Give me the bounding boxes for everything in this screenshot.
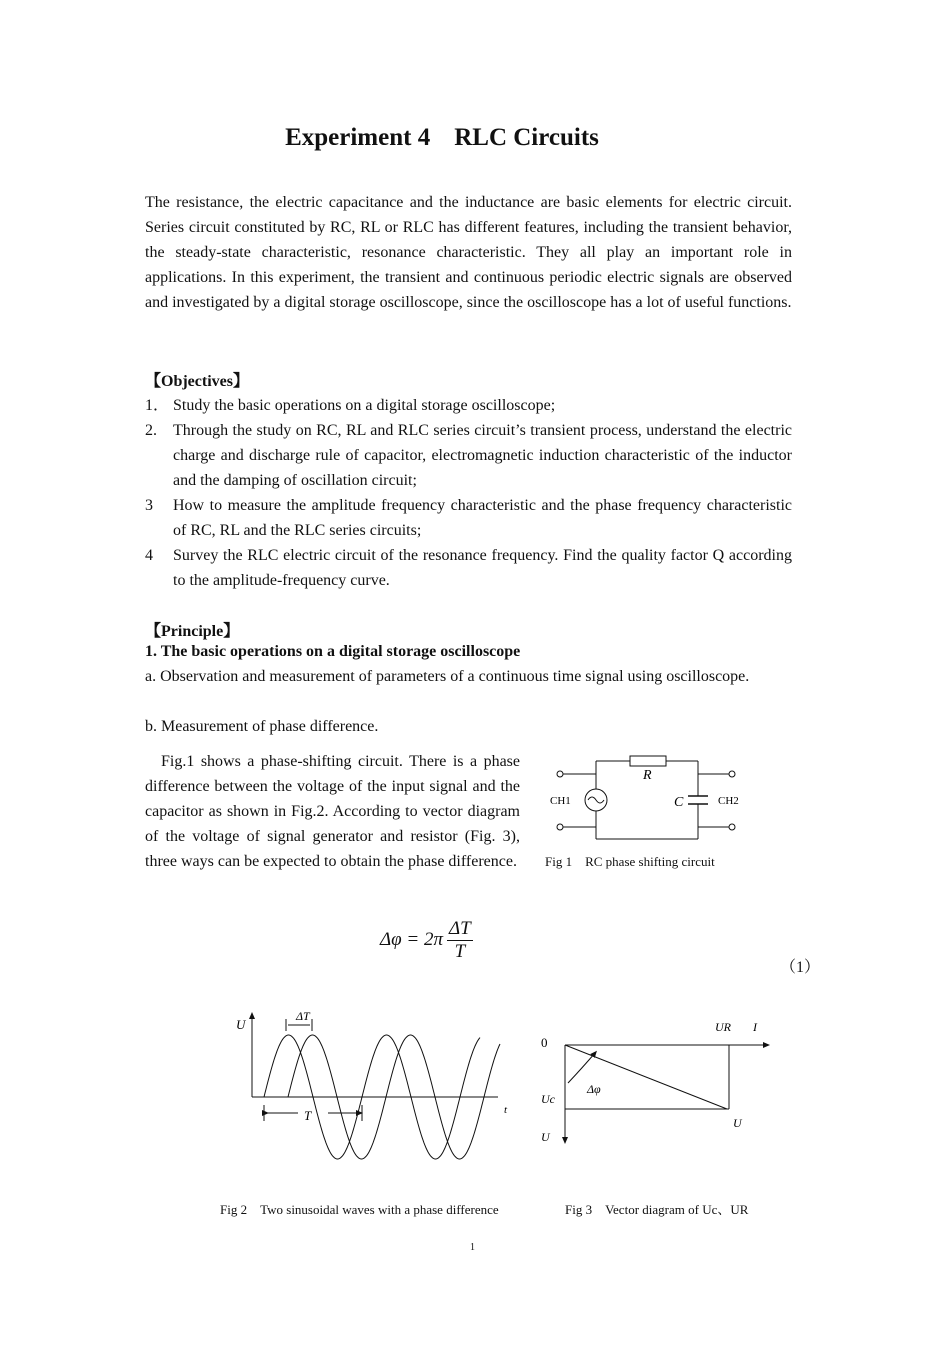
fig1-caption: Fig 1 RC phase shifting circuit — [545, 854, 715, 869]
phase-equation — [380, 918, 473, 963]
title-part2: RLC Circuits — [454, 124, 599, 151]
u-axis-label: U — [541, 1130, 550, 1144]
capacitor-label: C — [674, 795, 684, 810]
equation-lhs: Δφ = 2π — [380, 928, 444, 950]
u-vector — [565, 1045, 727, 1109]
objective-item-2 — [145, 418, 792, 493]
intro-paragraph: The resistance, the electric capacitance and the inductance are basic elements for electric circuit. Series circuit constituted by RC, RL or RLC has different features, including the transient behavior, the steady-state characteristic, resonance characteristic. They all play an important role in applications. In this experiment, the transient and continuous periodic electric signals are observed and investigated by a digital storage oscilloscope, since the oscilloscope has a lot of useful functions. — [145, 194, 792, 311]
page-title — [0, 124, 884, 152]
fig3-caption: Fig 3 Vector diagram of Uc、UR — [565, 1202, 749, 1217]
phase-angle-arc — [568, 1053, 595, 1083]
phase-angle-label: Δφ — [587, 1082, 601, 1096]
objective-number: 1． — [145, 397, 170, 414]
objective-text: Survey the RLC electric circuit of the resonance frequency. Find the quality factor Q according to the amplitude-frequency curve. — [173, 547, 792, 589]
objective-number: 2. — [145, 422, 157, 439]
i-label: I — [753, 1020, 757, 1034]
uc-label: Uc — [541, 1092, 555, 1106]
u-vector-label: U — [733, 1116, 742, 1130]
ur-label: UR — [715, 1020, 731, 1034]
equation-numerator: ΔT — [449, 918, 471, 939]
resistor-symbol — [630, 756, 666, 766]
t-axis-label: t — [504, 1104, 508, 1116]
fig1-description — [145, 749, 520, 874]
terminal — [557, 771, 563, 777]
u-axis-label: U — [236, 1017, 246, 1032]
objective-text: Through the study on RC, RL and RLC series circuit’s transient process, understand the electric charge and discharge rule of capacitor, electromagnetic induction characteristic of the inductor and the damping of oscillation circuit; — [173, 422, 792, 489]
resistor-label: R — [643, 768, 652, 783]
terminal — [729, 824, 735, 830]
title-part1: Experiment 4 — [285, 124, 431, 151]
objective-item-3 — [145, 493, 792, 543]
objective-text: Study the basic operations on a digital storage oscilloscope; — [173, 397, 556, 414]
delta-t-label: ΔT — [296, 1009, 310, 1023]
objective-number: 3 — [145, 497, 153, 514]
fig2-caption: Fig 2 Two sinusoidal waves with a phase difference — [220, 1202, 499, 1217]
objective-text: How to measure the amplitude frequency characteristic and the phase frequency characteristic of RC, RL and the RLC series circuits; — [173, 497, 792, 539]
objective-item-1 — [145, 393, 792, 418]
equation-fraction — [447, 918, 473, 963]
origin-label: 0 — [541, 1035, 548, 1050]
objective-item-4 — [145, 543, 792, 593]
terminal — [557, 824, 563, 830]
fig2-sine-waves — [230, 1005, 530, 1170]
objective-number: 4 — [145, 547, 153, 564]
page-number: 1 — [470, 1242, 475, 1253]
principle-item-b: b. Measurement of phase difference. — [145, 718, 379, 735]
principle-item-a: a. Observation and measurement of parameters of a continuous time signal using oscilloscope. — [145, 668, 750, 685]
period-label: T — [304, 1108, 312, 1123]
fig1-circuit-diagram — [540, 745, 760, 845]
fig3-vector-diagram — [535, 1015, 780, 1150]
ch2-label: CH2 — [718, 795, 739, 807]
principle-heading: 【Principle】 — [145, 623, 240, 640]
fig1-description-text: Fig.1 shows a phase-shifting circuit. There is a phase difference between the voltage of the input signal and the capacitor as shown in Fig.2. According to vector diagram of the voltage of signal generator and resistor (Fig. 3), three ways can be expected to obtain the phase difference. — [145, 753, 520, 870]
equation-number: （1） — [780, 959, 821, 976]
equation-denominator: T — [454, 941, 466, 962]
ch1-label: CH1 — [550, 795, 571, 807]
objectives-heading: 【Objectives】 — [145, 373, 249, 390]
principle-subheading: 1. The basic operations on a digital storage oscilloscope — [145, 643, 521, 660]
terminal — [729, 771, 735, 777]
